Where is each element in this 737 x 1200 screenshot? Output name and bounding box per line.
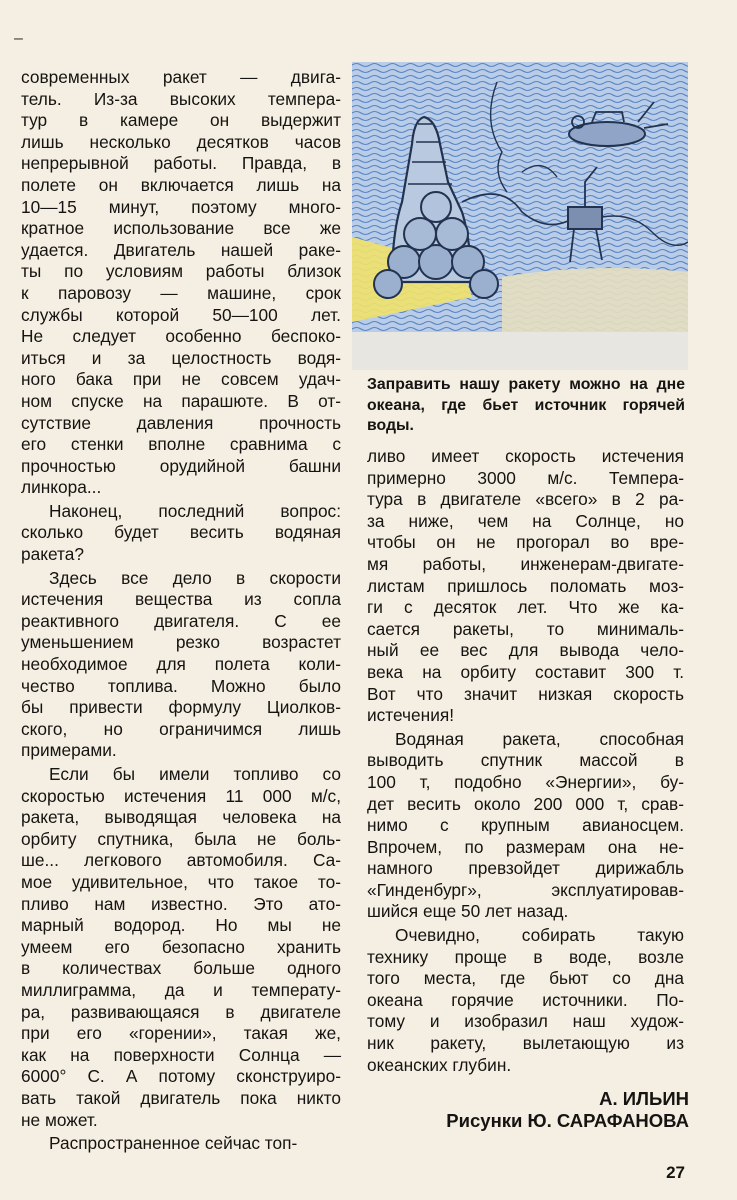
text-line: лишь несколько десятков часов (21, 131, 341, 152)
underwater-rocket-illustration (352, 62, 688, 370)
text-line: примерно 3000 м/с. Темпера- (367, 467, 684, 488)
text-line: истечения вещества из сопла (21, 589, 341, 610)
text-line: технику проще в воде, возле (367, 946, 684, 967)
text-line: пливо нам известно. Это ато- (21, 893, 341, 914)
text-line: линкора... (21, 477, 102, 498)
text-line: тель. Из-за высоких темпера- (21, 88, 341, 109)
left-column (21, 67, 341, 1155)
text-line: листам пришлось поломать моз- (367, 575, 684, 596)
text-line: ливо имеет скорость истечения (367, 446, 684, 466)
text-line: тура в двигателе «всего» в 2 ра- (367, 489, 684, 510)
illustrator-credit: Рисунки Ю. САРАФАНОВА (446, 1110, 689, 1131)
text-line: кратное использование все же (21, 218, 341, 239)
text-line: к паровозу — машине, срок (21, 282, 341, 303)
text-line: века на орбиту составит 300 т. (367, 661, 684, 682)
text-line: нимо с крупным авианосцем. (367, 815, 684, 836)
text-line: умеем его безопасно хранить (21, 936, 341, 957)
text-line: сается ракеты, то минималь- (367, 618, 684, 639)
text-line: сколько будет весить водяная (21, 522, 341, 543)
text-line: Наконец, последний вопрос: (49, 500, 341, 521)
text-line: реактивного двигателя. С ее (21, 610, 341, 631)
text-line: ракета, выводящая человека на (21, 807, 341, 828)
illustration-caption: Заправить нашу ракету можно на дне океана, где бьет источник горячей воды. (367, 376, 685, 434)
text-line: ты по условиям работы близок (21, 261, 341, 282)
text-line: сутствие давления прочность (21, 412, 341, 433)
text-line: Здесь все дело в скорости (49, 567, 341, 588)
text-line: Водяная ракета, способная (395, 728, 684, 749)
text-line: при его «горении», такая же, (21, 1023, 341, 1044)
text-line: Не следует особенно беспоко- (21, 326, 341, 347)
text-line: ный ее вес для вывода чело- (367, 640, 684, 661)
text-line: службы которой 50—100 лет. (21, 304, 341, 325)
text-line: ского, но ограничимся лишь (21, 718, 341, 739)
text-line: Если бы имели топливо со (49, 764, 341, 784)
top-dash: – (14, 30, 23, 47)
text-line: дет весить около 200 000 т, срав- (367, 793, 684, 814)
text-line: чтобы он не прогорал во вре- (367, 532, 684, 553)
text-line: ракета? (21, 544, 84, 565)
text-line: уменьшением резко возрастет (21, 632, 341, 653)
text-line: шийся еще 50 лет назад. (367, 901, 569, 922)
text-line: выводить спутник массой в (367, 750, 684, 771)
right-column (367, 446, 684, 1076)
text-line: его стенки вполне сравнима с (21, 434, 341, 455)
text-line: миллиграмма, да и температу- (21, 979, 341, 1000)
text-line: 6000° С. А потому сконструиро- (21, 1066, 341, 1087)
text-line: ного бака при не совсем удач- (21, 369, 341, 390)
text-line: удается. Двигатель нашей раке- (21, 239, 341, 260)
text-line: мое удивительное, что такое то- (21, 871, 341, 892)
text-line: ном спуске на парашюте. В от- (21, 390, 341, 411)
text-line: как на поверхности Солнца — (21, 1044, 341, 1065)
text-line: 10—15 минут, поэтому много- (21, 196, 341, 217)
text-line: за ниже, чем на Солнце, но (367, 510, 684, 531)
text-line: вать такой двигатель пока никто (21, 1087, 341, 1108)
text-line: Распространенное сейчас топ- (49, 1133, 298, 1154)
text-line: Впрочем, по размерам она не- (367, 836, 684, 857)
text-line: не может. (21, 1109, 98, 1130)
text-line: того места, где бьют со дна (367, 968, 684, 989)
text-line: чество топлива. Можно было (21, 675, 341, 696)
text-line: истечения! (367, 705, 455, 726)
text-line: океана горячие источники. По- (367, 989, 684, 1010)
text-line: марный водород. Но мы не (21, 915, 341, 936)
text-line: орбиту спутника, была не боль- (21, 828, 341, 849)
text-line: полете он включается лишь на (21, 174, 341, 195)
text-line: примерами. (21, 740, 117, 761)
text-line: скоростью истечения 11 000 м/с, (21, 785, 341, 806)
text-line: Очевидно, собирать такую (395, 925, 684, 946)
text-line: ги с десяток лет. Что же ка- (367, 597, 684, 618)
text-line: океанских глубин. (367, 1054, 512, 1075)
text-line: прочностью орудийной башни (21, 455, 341, 476)
text-line: тур в камере он выдержит (21, 110, 341, 131)
text-line: «Гинденбург», эксплуатировав- (367, 879, 684, 900)
text-line: Вот что значит низкая скорость (367, 683, 684, 704)
text-line: современных ракет — двига- (21, 67, 341, 87)
text-line: бы привести формулу Циолков- (21, 697, 341, 718)
text-line: иться и за целостность водя- (21, 347, 341, 368)
text-line: необходимое для полета коли- (21, 654, 341, 675)
text-line: тому и изобразил наш худож- (367, 1011, 684, 1032)
illustration-drawing (352, 62, 688, 370)
text-line: непрерывной работы. Правда, в (21, 153, 341, 174)
text-line: ник ракету, вылетающую из (367, 1033, 684, 1054)
text-line: ра, развивающаяся в двигателе (21, 1001, 341, 1022)
text-line: ше... легкового автомобиля. Са- (21, 850, 341, 871)
text-line: 100 т, подобно «Энергии», бу- (367, 771, 684, 792)
text-line: в количествах больше одного (21, 958, 341, 979)
text-line: мя работы, инженерам-двигате- (367, 553, 684, 574)
author-signature: А. ИЛЬИН (599, 1088, 689, 1109)
text-line: намного превзойдет дирижабль (367, 858, 684, 879)
page-number: 27 (666, 1163, 685, 1182)
